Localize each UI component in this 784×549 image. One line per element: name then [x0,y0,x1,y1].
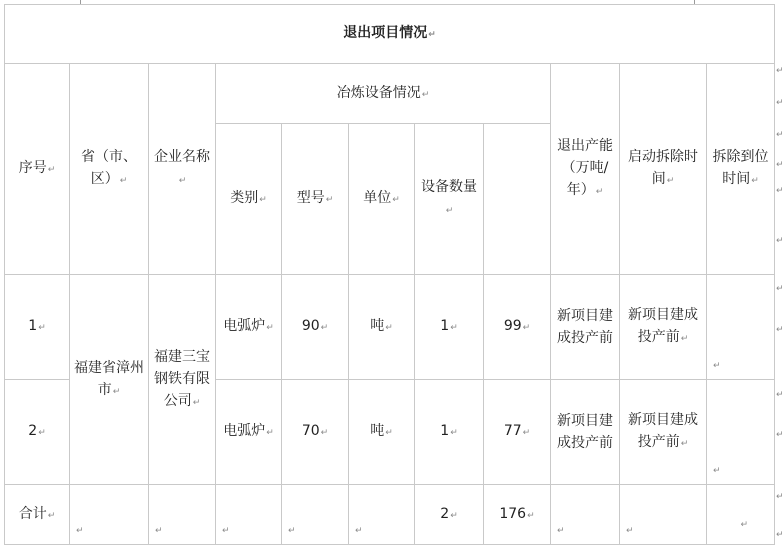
row-1-quantity[interactable]: 1↵ [415,275,484,380]
total-capacity[interactable]: 176↵ [484,485,551,545]
row-1-category[interactable]: 电弧炉↵ [216,275,282,380]
end-of-row-mark: ↵ [776,130,784,140]
total-start-dismantle[interactable]: ↵ [551,485,620,545]
total-company[interactable]: ↵ [149,485,216,545]
total-province[interactable]: ↵ [70,485,149,545]
table-row [5,275,775,380]
header-dismantle-done[interactable]: 拆除到位时间↵ [707,64,775,275]
row-2-quantity[interactable]: 1↵ [415,380,484,485]
end-of-row-mark: ↵ [776,66,784,76]
total-quantity[interactable]: 2↵ [415,485,484,545]
shared-province[interactable]: 福建省漳州市↵ [70,275,149,485]
end-of-row-mark: ↵ [776,160,784,170]
end-of-row-mark: ↵ [776,530,784,540]
total-remarks[interactable]: ↵ [707,485,775,545]
header-quantity[interactable]: 设备数量↵ [415,124,484,275]
table-row-total [5,485,775,545]
exit-project-table [4,4,775,545]
table-title: 退出项目情况 [343,25,428,41]
header-capacity[interactable]: 退出产能（万吨/年）↵ [551,64,620,275]
row-2-capacity[interactable]: 77↵ [484,380,551,485]
total-model[interactable]: ↵ [282,485,349,545]
header-company[interactable]: 企业名称↵ [149,64,216,275]
header-category[interactable]: 类别↵ [216,124,282,275]
end-of-row-mark: ↵ [776,390,784,400]
row-2-seq[interactable]: 2↵ [5,380,70,485]
row-1-capacity[interactable]: 99↵ [484,275,551,380]
row-1-remarks[interactable]: ↵ [707,275,775,380]
header-model[interactable]: 型号↵ [282,124,349,275]
header-seq[interactable]: 序号↵ [5,64,70,275]
total-unit[interactable]: ↵ [349,485,415,545]
shared-company[interactable]: 福建三宝钢铁有限公司↵ [149,275,216,485]
row-2-start-dismantle[interactable]: 新项目建成投产前 [551,380,620,485]
total-category[interactable]: ↵ [216,485,282,545]
end-of-row-mark: ↵ [776,236,784,246]
row-1-dismantle-done[interactable]: 新项目建成投产前↵ [620,275,707,380]
header-start-dismantle[interactable]: 启动拆除时间↵ [620,64,707,275]
row-2-remarks[interactable]: ↵ [707,380,775,485]
end-of-row-mark: ↵ [776,284,784,294]
header-unit[interactable]: 单位↵ [349,124,415,275]
header-equipment-group[interactable]: 冶炼设备情况↵ [216,64,551,124]
end-of-row-mark: ↵ [776,430,784,440]
row-2-model[interactable]: 70↵ [282,380,349,485]
row-1-start-dismantle[interactable]: 新项目建成投产前 [551,275,620,380]
row-2-dismantle-done[interactable]: 新项目建成投产前↵ [620,380,707,485]
end-of-row-mark: ↵ [776,325,784,335]
row-1-model[interactable]: 90↵ [282,275,349,380]
header-province[interactable]: 省（市、区）↵ [70,64,149,275]
row-1-seq[interactable]: 1↵ [5,275,70,380]
total-dismantle-done[interactable]: ↵ [620,485,707,545]
end-of-row-mark: ↵ [776,186,784,196]
row-2-category[interactable]: 电弧炉↵ [216,380,282,485]
row-2-unit[interactable]: 吨↵ [349,380,415,485]
table-title-cell[interactable]: 退出项目情况↵ [5,5,775,64]
row-1-unit[interactable]: 吨↵ [349,275,415,380]
end-of-row-mark: ↵ [776,98,784,108]
total-label[interactable]: 合计↵ [5,485,70,545]
end-of-row-mark: ↵ [776,492,784,502]
